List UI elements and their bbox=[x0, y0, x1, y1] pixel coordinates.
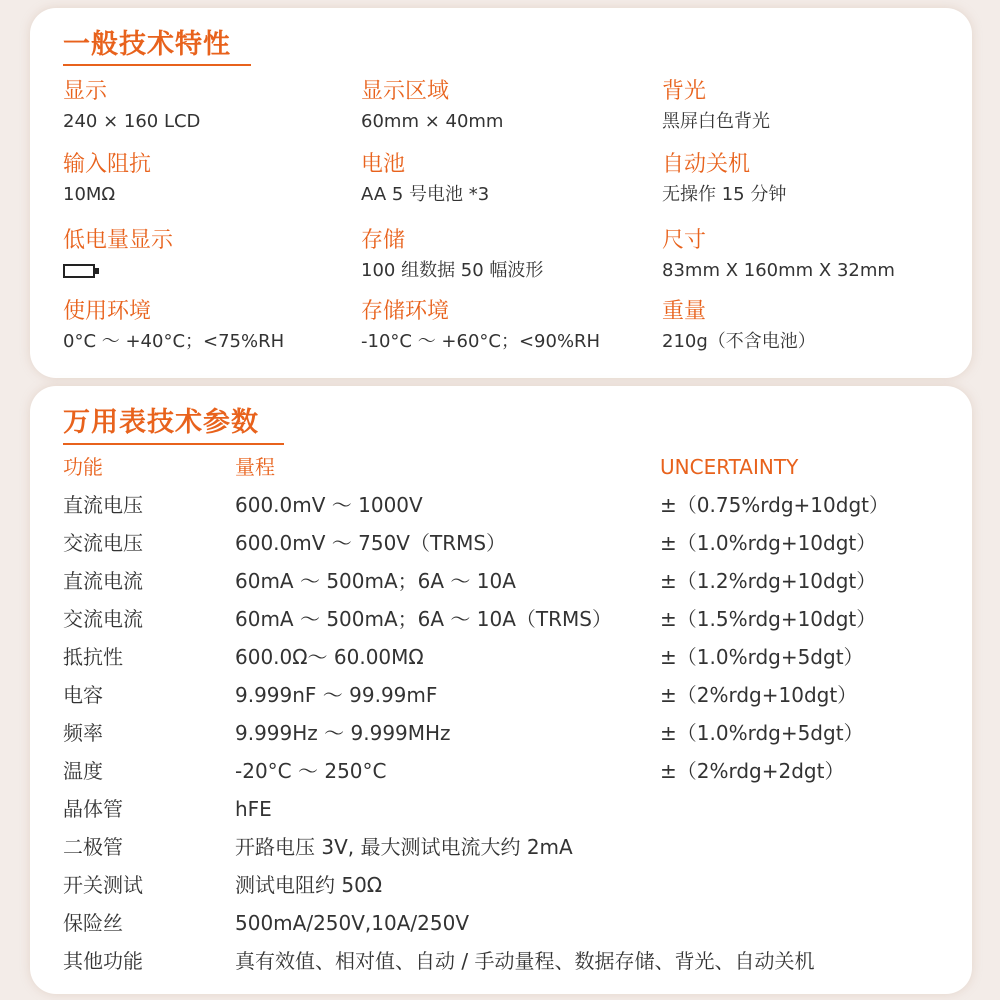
table-row bbox=[63, 486, 943, 524]
spec-label: 尺寸 bbox=[662, 228, 707, 253]
spec-display bbox=[63, 77, 353, 135]
row-function: 晶体管 bbox=[63, 797, 123, 821]
row-range: 600.0mV ～ 1000V bbox=[235, 493, 423, 517]
spec-storage-env bbox=[361, 297, 651, 355]
row-range: 开路电压 3V, 最大测试电流大约 2mA bbox=[235, 835, 573, 859]
row-range: 500mA/250V,10A/250V bbox=[235, 911, 470, 935]
row-function: 直流电压 bbox=[63, 493, 143, 517]
table-row bbox=[63, 866, 943, 904]
spec-weight bbox=[662, 297, 952, 355]
spec-input-impedance bbox=[63, 150, 353, 208]
row-range: hFE bbox=[235, 797, 272, 821]
header-function: 功能 bbox=[63, 455, 103, 479]
row-range: 600.0Ω～ 60.00MΩ bbox=[235, 645, 424, 669]
row-uncertainty: ±（1.2%rdg+10dgt） bbox=[660, 569, 877, 593]
row-function: 二极管 bbox=[63, 835, 123, 859]
spec-label: 显示区域 bbox=[361, 79, 450, 104]
spec-value: 210g（不含电池） bbox=[662, 331, 816, 352]
table-row bbox=[63, 828, 943, 866]
table-row bbox=[63, 562, 943, 600]
row-function: 交流电流 bbox=[63, 607, 143, 631]
table-row bbox=[63, 524, 943, 562]
general-specs-card bbox=[30, 8, 972, 378]
row-uncertainty: ±（2%rdg+2dgt） bbox=[660, 759, 845, 783]
spec-label: 重量 bbox=[662, 299, 707, 324]
title-underline bbox=[63, 443, 284, 445]
spec-label: 存储 bbox=[361, 228, 406, 253]
table-row bbox=[63, 714, 943, 752]
spec-low-battery bbox=[63, 226, 353, 286]
table-row bbox=[63, 752, 943, 790]
spec-value: AA 5 号电池 *3 bbox=[361, 184, 490, 205]
table-header bbox=[63, 448, 943, 486]
header-uncertainty: UNCERTAINTY bbox=[660, 455, 799, 479]
spec-value: 100 组数据 50 幅波形 bbox=[361, 260, 544, 281]
row-uncertainty: ±（1.5%rdg+10dgt） bbox=[660, 607, 877, 631]
spec-label: 输入阻抗 bbox=[63, 152, 152, 177]
spec-label: 低电量显示 bbox=[63, 228, 174, 253]
table-row bbox=[63, 942, 943, 980]
spec-label: 电池 bbox=[361, 152, 406, 177]
spec-value: 240 × 160 LCD bbox=[63, 111, 201, 132]
spec-label: 显示 bbox=[63, 79, 108, 104]
spec-storage bbox=[361, 226, 651, 284]
row-range: 60mA ～ 500mA；6A ～ 10A bbox=[235, 569, 516, 593]
table-row bbox=[63, 638, 943, 676]
row-function: 电容 bbox=[63, 683, 103, 707]
general-specs-title: 一般技术特性 bbox=[63, 29, 231, 60]
spec-label: 存储环境 bbox=[361, 299, 450, 324]
row-function: 频率 bbox=[63, 721, 103, 745]
spec-value: 黑屏白色背光 bbox=[662, 111, 770, 132]
row-uncertainty: ±（1.0%rdg+10dgt） bbox=[660, 531, 877, 555]
spec-battery bbox=[361, 150, 651, 208]
spec-label: 自动关机 bbox=[662, 152, 751, 177]
spec-backlight bbox=[662, 77, 952, 135]
meter-params-title: 万用表技术参数 bbox=[63, 407, 259, 438]
table-row bbox=[63, 790, 943, 828]
battery-icon bbox=[63, 264, 95, 278]
row-uncertainty: ±（2%rdg+10dgt） bbox=[660, 683, 858, 707]
spec-display-area bbox=[361, 77, 651, 135]
spec-label: 使用环境 bbox=[63, 299, 152, 324]
row-range: 9.999Hz ～ 9.999MHz bbox=[235, 721, 451, 745]
spec-label: 背光 bbox=[662, 79, 707, 104]
row-function: 交流电压 bbox=[63, 531, 143, 555]
header-range: 量程 bbox=[235, 455, 275, 479]
row-function: 保险丝 bbox=[63, 911, 123, 935]
table-row bbox=[63, 676, 943, 714]
row-range: 真有效值、相对值、自动 / 手动量程、数据存储、背光、自动关机 bbox=[235, 949, 815, 973]
row-function: 开关测试 bbox=[63, 873, 143, 897]
row-function: 温度 bbox=[63, 759, 103, 783]
spec-value: 0°C ～ +40°C；<75%RH bbox=[63, 331, 285, 352]
row-range: 测试电阻约 50Ω bbox=[235, 873, 383, 897]
row-uncertainty: ±（0.75%rdg+10dgt） bbox=[660, 493, 889, 517]
spec-value: 83mm X 160mm X 32mm bbox=[662, 260, 895, 281]
table-row bbox=[63, 904, 943, 942]
spec-value: -10°C ～ +60°C；<90%RH bbox=[361, 331, 601, 352]
title-underline bbox=[63, 64, 251, 66]
meter-params-card bbox=[30, 386, 972, 994]
spec-auto-off bbox=[662, 150, 952, 208]
row-uncertainty: ±（1.0%rdg+5dgt） bbox=[660, 721, 864, 745]
row-function: 直流电流 bbox=[63, 569, 143, 593]
row-range: 60mA ～ 500mA；6A ～ 10A（TRMS） bbox=[235, 607, 612, 631]
row-uncertainty: ±（1.0%rdg+5dgt） bbox=[660, 645, 864, 669]
row-range: 9.999nF ～ 99.99mF bbox=[235, 683, 438, 707]
spec-value: 10MΩ bbox=[63, 184, 116, 205]
row-function: 抵抗性 bbox=[63, 645, 123, 669]
row-range: 600.0mV ～ 750V（TRMS） bbox=[235, 531, 507, 555]
spec-value bbox=[63, 258, 353, 286]
spec-operating-env bbox=[63, 297, 353, 355]
table-row bbox=[63, 600, 943, 638]
spec-value: 60mm × 40mm bbox=[361, 111, 504, 132]
row-function: 其他功能 bbox=[63, 949, 143, 973]
spec-value: 无操作 15 分钟 bbox=[662, 184, 787, 205]
row-range: -20°C ～ 250°C bbox=[235, 759, 387, 783]
spec-dimensions bbox=[662, 226, 952, 284]
